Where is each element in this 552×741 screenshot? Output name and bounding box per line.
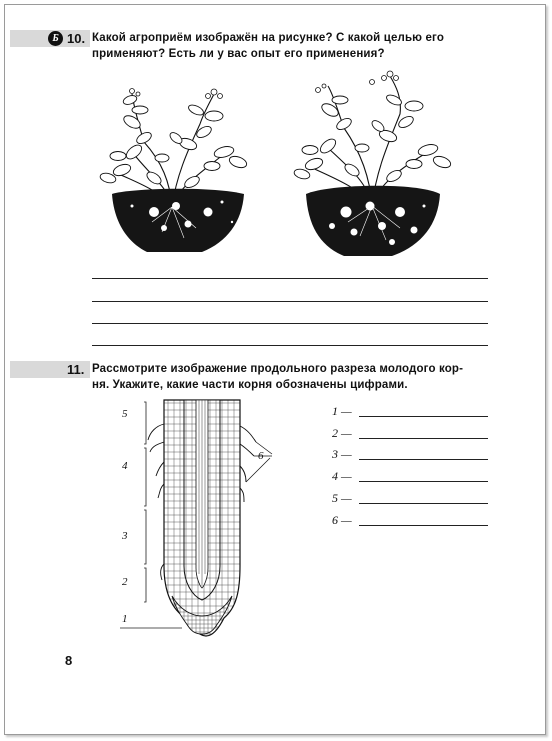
task-10-question-line: Какой агроприём изображён на рисунке? С какой целью его	[92, 32, 445, 44]
answer-item-label: 3 —	[332, 447, 352, 461]
root-zone-label: 3	[122, 530, 128, 542]
answer-item-label: 2 —	[332, 426, 352, 440]
root-zone-label: 5	[122, 408, 128, 420]
answer-item-label: 6 —	[332, 513, 352, 527]
potato-plant-after-hilling-illustration	[288, 66, 456, 260]
answer-line[interactable]	[92, 301, 488, 302]
task-10-question	[92, 30, 444, 62]
difficulty-badge-icon: Б	[48, 31, 63, 46]
answer-line[interactable]	[92, 345, 488, 346]
answer-item-line[interactable]	[359, 438, 488, 439]
answer-item-line[interactable]	[359, 503, 488, 504]
answer-item-line[interactable]	[359, 416, 488, 417]
root-zone-label: 4	[122, 460, 128, 472]
answer-item-line[interactable]	[359, 525, 488, 526]
root-longitudinal-section-diagram	[120, 396, 280, 646]
answer-item-label: 1 —	[332, 404, 352, 418]
task-11-question-line: ня. Укажите, какие части корня обозначены цифрами.	[92, 379, 408, 391]
task-11-question	[92, 361, 463, 393]
answer-item-label: 4 —	[332, 469, 352, 483]
root-hair-label: 6	[258, 450, 264, 462]
task-10-question-line: применяют? Есть ли у вас опыт его применения?	[92, 48, 385, 60]
answer-item-line[interactable]	[359, 459, 488, 460]
root-zone-label: 1	[122, 613, 128, 625]
root-zone-label: 2	[122, 576, 128, 588]
potato-plant-before-hilling-illustration	[92, 82, 262, 260]
answer-item-label: 5 —	[332, 491, 352, 505]
answer-line[interactable]	[92, 323, 488, 324]
answer-item-line[interactable]	[359, 481, 488, 482]
task-11-number: 11.	[67, 362, 85, 377]
task-10-number: 10.	[67, 31, 86, 46]
page-number: 8	[65, 653, 73, 668]
answer-line[interactable]	[92, 278, 488, 279]
task-11-question-line: Рассмотрите изображение продольного разреза молодого кор-	[92, 363, 464, 375]
